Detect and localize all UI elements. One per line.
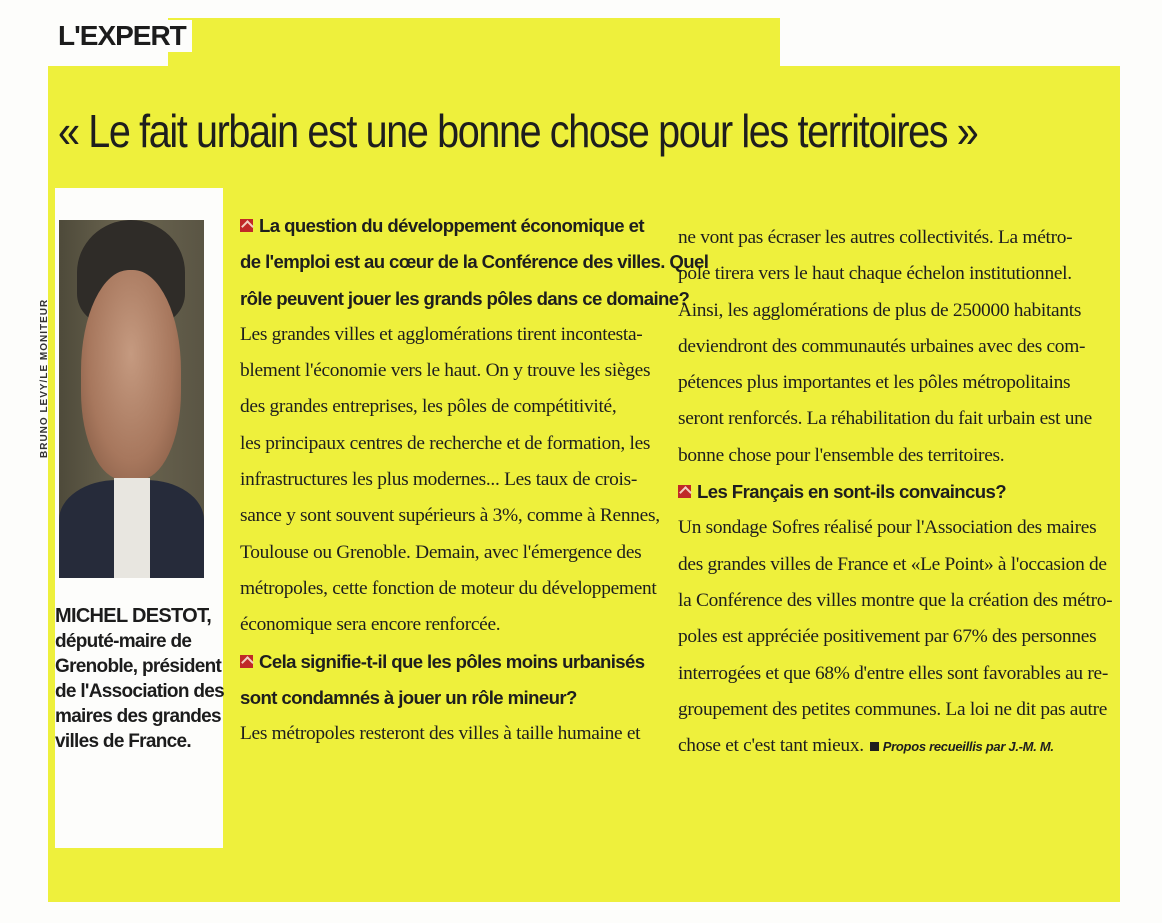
answer-line: blement l'économie vers le haut. On y trouve les sièges bbox=[240, 360, 651, 382]
highlight-panel-top bbox=[168, 18, 780, 70]
portrait-photo bbox=[59, 220, 204, 578]
question-2: Cela signifie-t-il que les pôles moins urbanisés bbox=[240, 644, 670, 680]
answer-line: seront renforcés. La réhabilitation du fait urbain est une bbox=[678, 408, 1092, 430]
answer-line: économique sera encore renforcée. bbox=[240, 614, 501, 636]
article-column-2 bbox=[678, 220, 1113, 765]
caption-name: MICHEL DESTOT, bbox=[55, 605, 212, 627]
answer-line-final: chose et c'est tant mieux. Propos recueillis par J.-M. M. bbox=[678, 735, 1054, 757]
expert-sidebar bbox=[39, 188, 224, 848]
answer-line: la Conférence des villes montre que la création des métro- bbox=[678, 589, 1113, 611]
caption-line: député-maire de bbox=[55, 631, 192, 652]
answer-line: pétences plus importantes et les pôles métropolitains bbox=[678, 372, 1071, 394]
caption-line: villes de France. bbox=[55, 731, 191, 752]
photo-credit: BRUNO LEVY/LE MONITEUR bbox=[39, 298, 50, 458]
question-1-line: de l'emploi est au cœur de la Conférence des villes. Quel bbox=[240, 251, 709, 273]
article-column-1 bbox=[240, 208, 709, 752]
answer-line: sance y sont souvent supérieurs à 3%, comme à Rennes, bbox=[240, 505, 660, 527]
section-kicker: L'EXPERT bbox=[54, 20, 192, 52]
answer-line: groupement des petites communes. La loi ne dit pas autre bbox=[678, 698, 1108, 720]
answer-line: les principaux centres de recherche et de formation, les bbox=[240, 432, 651, 454]
answer-line: poles est appréciée positivement par 67% des personnes bbox=[678, 626, 1097, 648]
question-marker-icon bbox=[240, 655, 253, 668]
question-3: Les Français en sont-ils convaincus? bbox=[678, 474, 1102, 510]
answer-line: Ainsi, les agglomérations de plus de 250000 habitants bbox=[678, 299, 1082, 321]
answer-line: Les grandes villes et agglomérations tirent incontesta- bbox=[240, 323, 643, 345]
headline: « Le fait urbain est une bonne chose pour les territoires » bbox=[58, 105, 978, 157]
answer-line: Les métropoles resteront des villes à taille humaine et bbox=[240, 723, 641, 745]
caption-line: maires des grandes bbox=[55, 706, 221, 727]
answer-line: métropoles, cette fonction de moteur du développement bbox=[240, 577, 657, 599]
answer-line: interrogées et que 68% d'entre elles sont favorables au re- bbox=[678, 662, 1108, 684]
answer-line: des grandes entreprises, les pôles de compétitivité, bbox=[240, 396, 617, 418]
question-marker-icon bbox=[240, 219, 253, 232]
question-1-line: rôle peuvent jouer les grands pôles dans ce domaine? bbox=[240, 287, 690, 309]
answer-line: Toulouse ou Grenoble. Demain, avec l'émergence des bbox=[240, 541, 642, 563]
answer-line: infrastructures les plus modernes... Les taux de crois- bbox=[240, 469, 638, 491]
answer-line: des grandes villes de France et «Le Point» à l'occasion de bbox=[678, 553, 1107, 575]
answer-line: deviendront des communautés urbaines avec des com- bbox=[678, 335, 1086, 357]
interview-signature: Propos recueillis par J.-M. M. bbox=[882, 739, 1054, 755]
answer-line: ne vont pas écraser les autres collectivités. La métro- bbox=[678, 227, 1073, 248]
question-1: La question du développement économique et bbox=[240, 208, 670, 244]
caption-line: de l'Association des bbox=[55, 681, 224, 702]
question-2-line: sont condamnés à jouer un rôle mineur? bbox=[240, 686, 577, 708]
answer-line: Un sondage Sofres réalisé pour l'Association des maires bbox=[678, 517, 1097, 539]
question-marker-icon bbox=[678, 485, 691, 498]
portrait-caption bbox=[55, 604, 224, 754]
answer-line: pole tirera vers le haut chaque échelon institutionnel. bbox=[678, 263, 1072, 285]
answer-line: bonne chose pour l'ensemble des territoires. bbox=[678, 444, 1005, 466]
caption-line: Grenoble, président bbox=[55, 656, 222, 677]
end-square-icon bbox=[870, 742, 879, 751]
